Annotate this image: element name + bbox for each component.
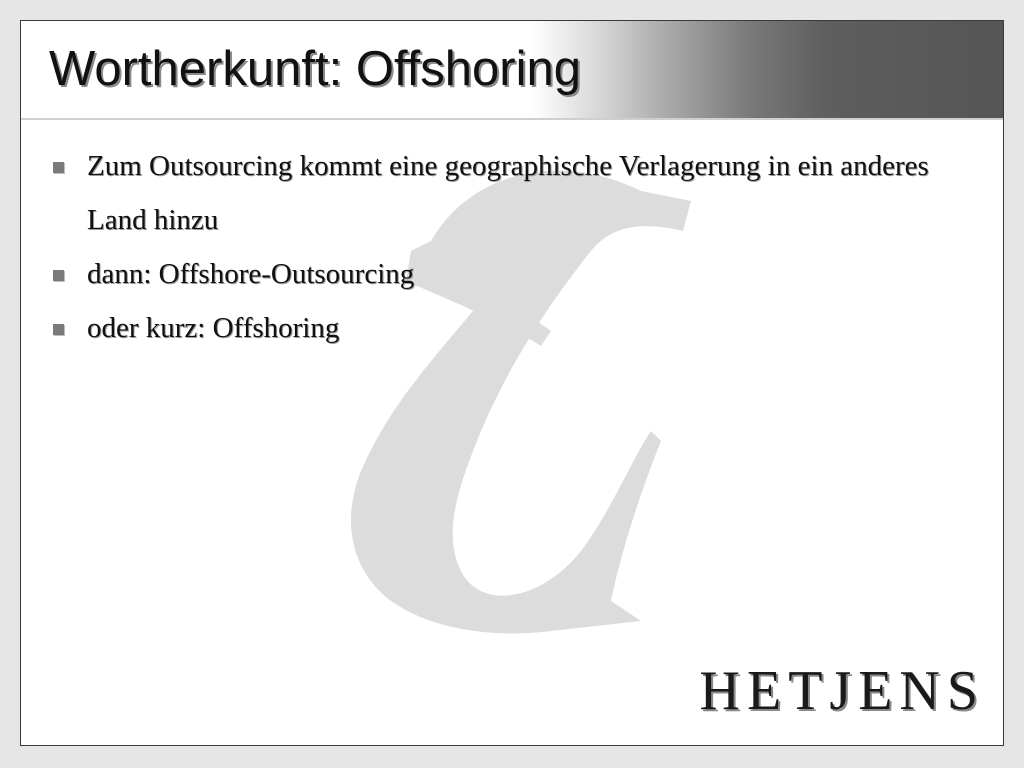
page-title: Wortherkunft: Offshoring bbox=[49, 42, 581, 96]
square-bullet-icon bbox=[53, 270, 64, 281]
square-bullet-icon bbox=[53, 162, 64, 173]
title-divider bbox=[21, 118, 1003, 120]
list-item bbox=[49, 247, 969, 301]
bullet-text: dann: Offshore-Outsourcing bbox=[87, 258, 415, 290]
hetjens-logo: HETJENS bbox=[699, 660, 985, 722]
square-bullet-icon bbox=[53, 324, 64, 335]
list-item bbox=[49, 139, 969, 247]
bullet-list bbox=[49, 139, 969, 355]
bullet-text: oder kurz: Offshoring bbox=[87, 312, 340, 344]
list-item bbox=[49, 301, 969, 355]
bullet-text: Zum Outsourcing kommt eine geographische Verlagerung in ein anderes Land hinzu bbox=[87, 150, 929, 236]
slide bbox=[20, 20, 1004, 746]
